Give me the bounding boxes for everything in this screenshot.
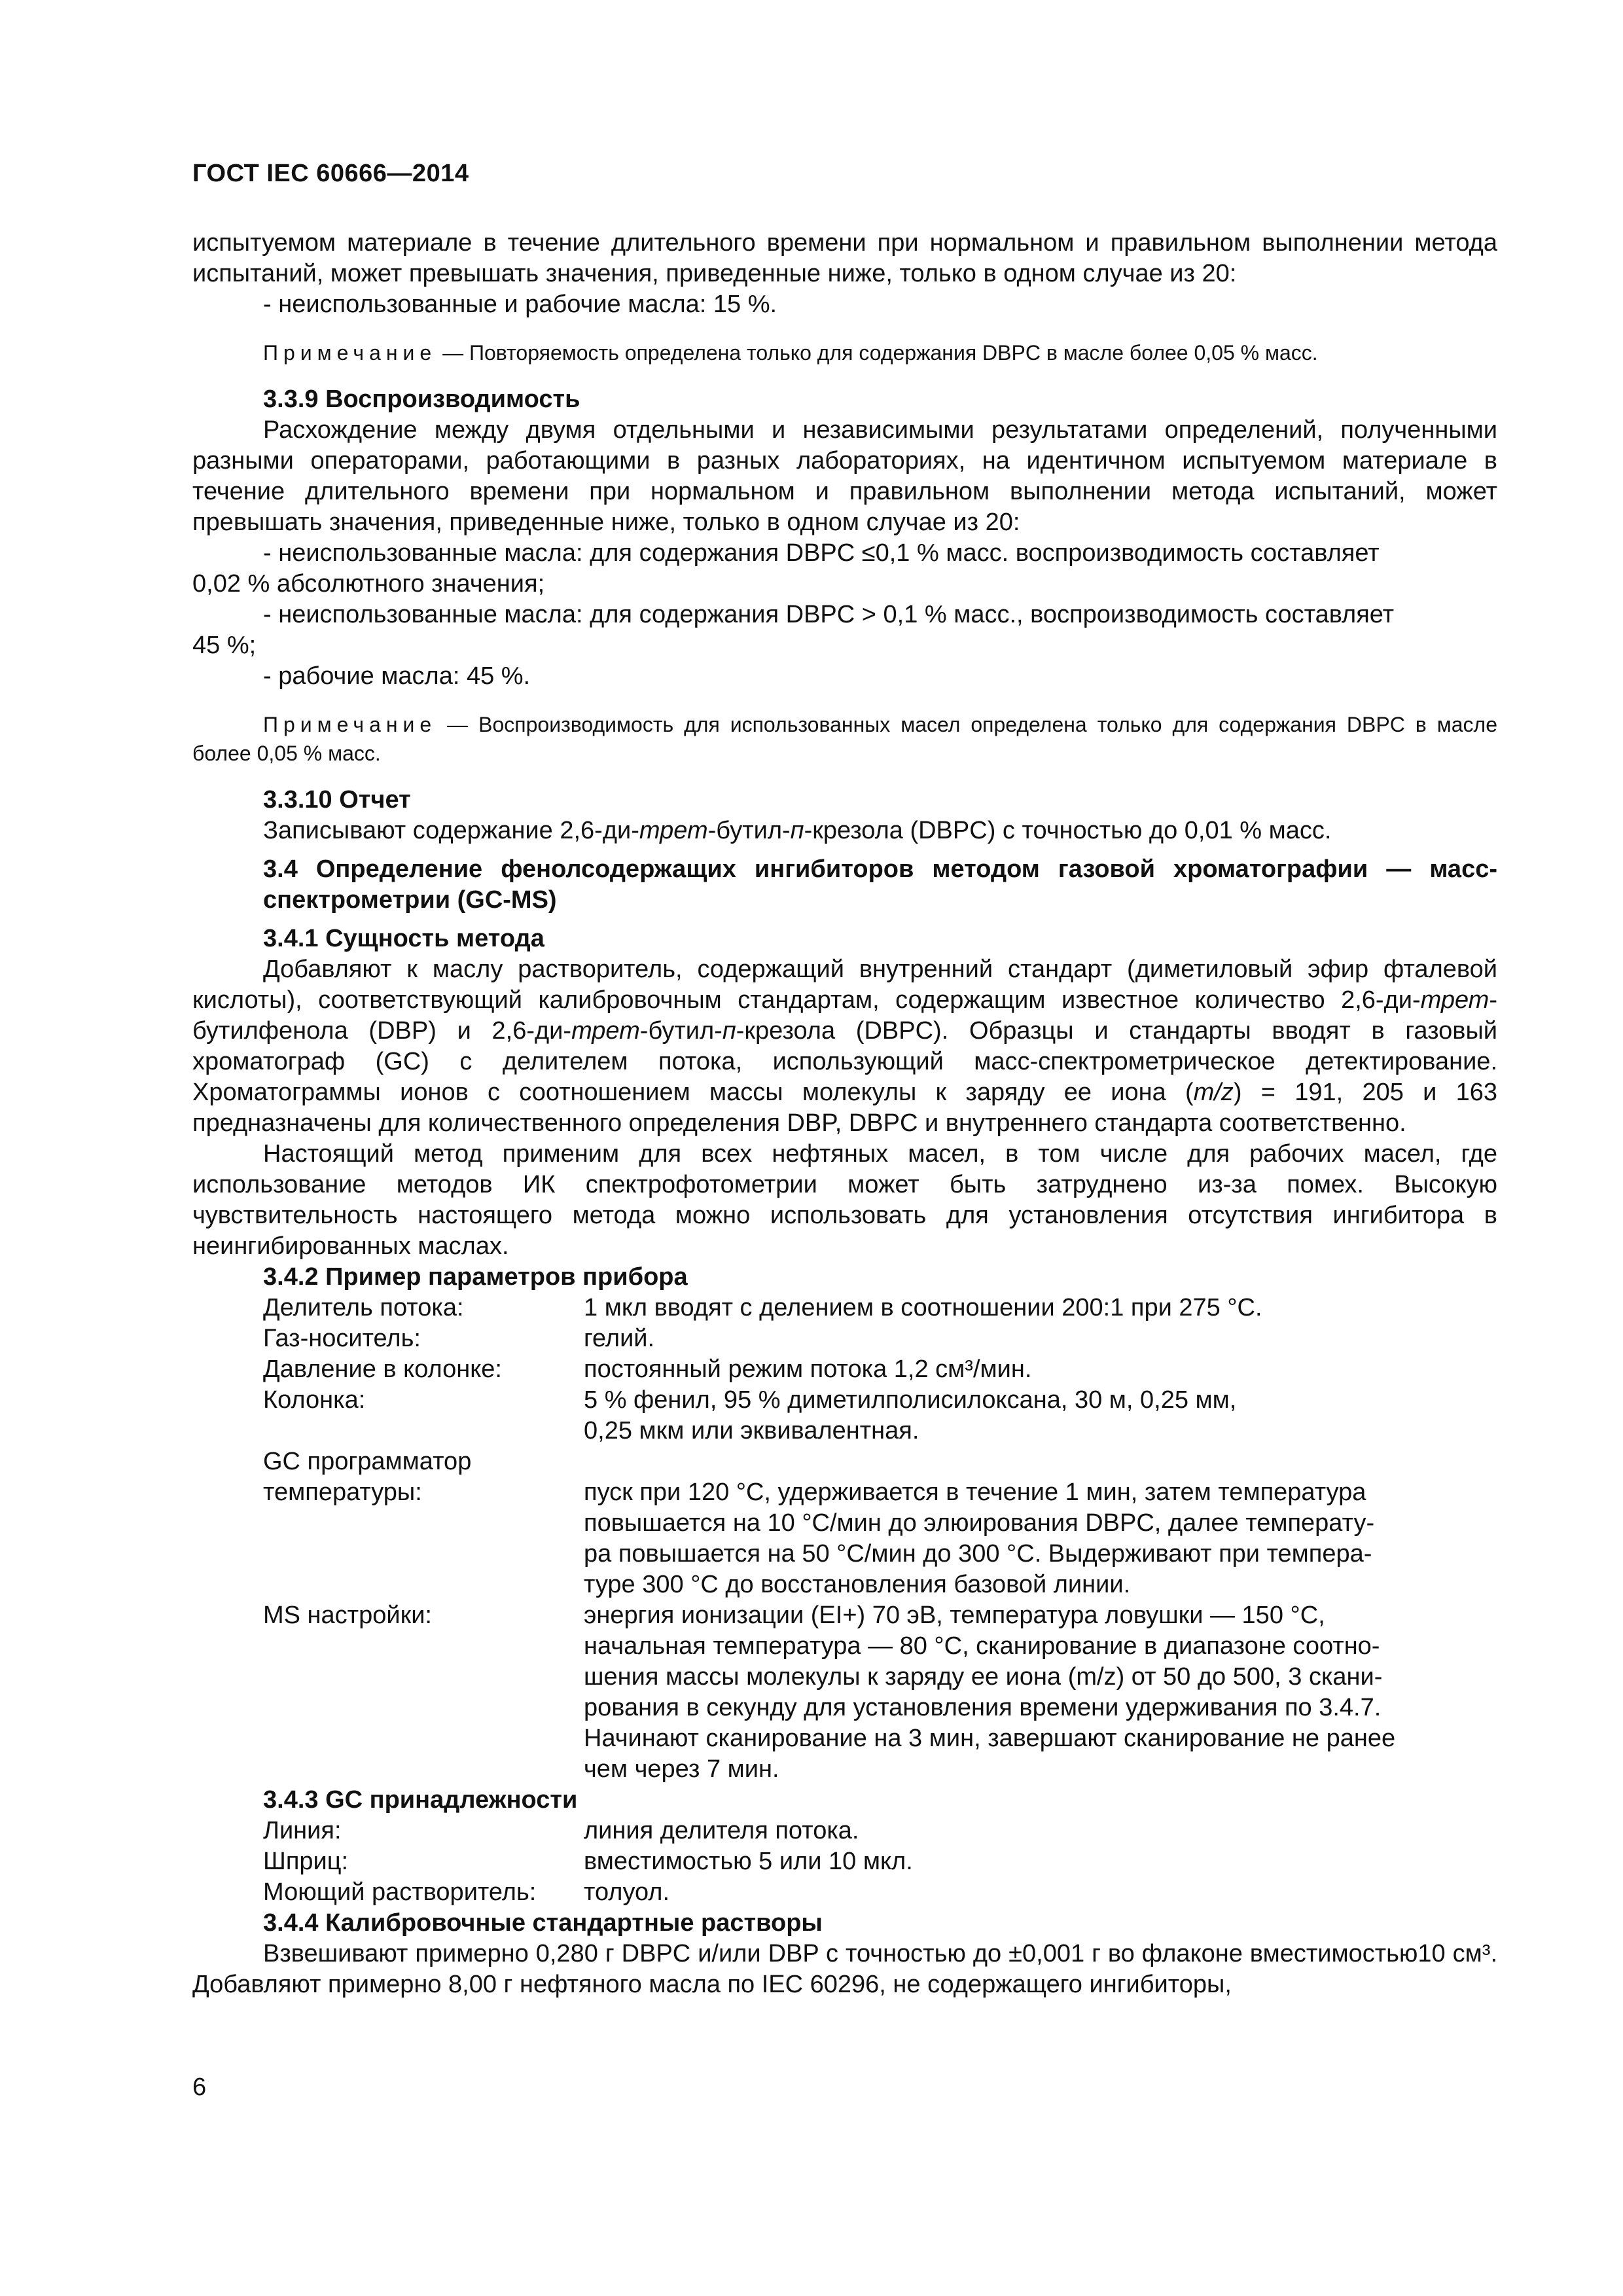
italic-run: трет: [1420, 986, 1489, 1014]
param-value: гелий.: [584, 1325, 655, 1352]
note-label: Примечание: [263, 713, 437, 736]
param-value: 1 мкл вводят с делением в соотношении 200:1 при 275 °С.: [584, 1294, 1262, 1321]
paragraph-reproducibility: Расхождение между двумя отдельными и независимыми результатами определений, полученными разными операторами, работающими в разных лабораториях, на идентичном испытуемом материале в течение длительного времени при нормальном и правильном выполнении метода испытаний, может превышать значения, приведенные ниже, только в одном случае из 20:: [192, 416, 1497, 536]
note-reproducibility: [192, 710, 1497, 768]
param-value: энергия ионизации (EI+) 70 эВ, температура ловушки — 150 °С, начальная температура — 80 °С, сканирование в диапазоне соотно- шения массы молекулы к заряду ее иона (m/z) от 50 до 500, 3 скани- рования в секунду для установления времени удерживания по 3.4.7. Начинают сканирование на 3 мин, завершают сканирование не ранее чем через 7 мин.: [584, 1602, 1396, 1783]
list-item: - неиспользованные масла: для содержания DBPC > 0,1 % масс., воспроизводимость составляет: [263, 601, 1395, 628]
param-label: Давление в колонке:: [263, 1355, 502, 1383]
param-label: MS настройки:: [263, 1602, 432, 1629]
italic-run: m/z: [1193, 1079, 1234, 1106]
italic-run: трет: [639, 817, 708, 844]
param-label: Колонка:: [263, 1386, 366, 1414]
gc-accessories-table: [192, 1816, 1497, 1908]
note-text: — Повторяемость определена только для содержания DBPC в масле более 0,05 % масс.: [437, 341, 1318, 365]
paragraph-method-essence: [192, 954, 1497, 1139]
text-run: ) = 191, 205 и 163 предназначены для количественного определения DBP, DBPC и внутреннего стандарта соответственно.: [192, 1079, 1497, 1137]
italic-run: трет: [571, 1017, 640, 1045]
text-run: -крезола (DBPC). Образцы и стандарты вводят в газовый хроматограф (GC) с делителем потока, использующий масс-спектрометрическое детектирование. Хроматограммы ионов с соотношением массы молекулы к заряду ее иона (: [192, 1017, 1497, 1106]
page-content: [192, 228, 1497, 2000]
param-label: Моющий растворитель:: [263, 1878, 537, 1906]
section-heading-3-3-10: 3.3.10 Отчет: [263, 786, 411, 814]
param-value: [584, 1446, 1421, 1477]
text-run: -бутил-: [639, 1017, 722, 1045]
param-value: толуол.: [584, 1878, 670, 1906]
italic-run: п: [722, 1017, 736, 1045]
paragraph-calibration: Взвешивают примерно 0,280 г DBPC и/или DBP с точностью до ±0,001 г во флаконе вместимостью10 см³. Добавляют примерно 8,00 г нефтяного масла по IEC 60296, не содержащего ингибиторы,: [192, 1940, 1497, 1998]
list-item-continuation: 45 %;: [192, 632, 257, 659]
param-value: пуск при 120 °С, удерживается в течение 1 мин, затем температура повышается на 10 °С/мин до элюирования DBPC, далее температу- ра повышается на 50 °С/мин до 300 °С. Выдерживают при темпера- туре 300 °С до восстановления базовой линии.: [584, 1479, 1375, 1598]
list-item-continuation: 0,02 % абсолютного значения;: [192, 570, 545, 598]
section-heading-3-3-9: 3.3.9 Воспроизводимость: [263, 386, 580, 413]
param-label: Газ-носитель:: [263, 1325, 421, 1352]
text-run: -бутил-: [707, 817, 791, 844]
section-heading-3-4: 3.4 Определение фенолсодержащих ингибиторов методом газовой хроматографии — масс-спектрометрии (GC-MS): [263, 855, 1497, 914]
param-value: постоянный режим потока 1,2 см³/мин.: [584, 1355, 1032, 1383]
list-item: - неиспользованные масла: для содержания DBPC ≤0,1 % масс. воспроизводимость составляет: [263, 539, 1380, 567]
param-label: Линия:: [263, 1817, 342, 1844]
page-number: 6: [192, 2073, 207, 2101]
page-header: ГОСТ IEC 60666—2014: [192, 160, 469, 187]
paragraph-method-applicability: Настоящий метод применим для всех нефтяных масел, в том числе для рабочих масел, где использование методов ИК спектрофотометрии может быть затруднено из-за помех. Высокую чувствительность настоящего метода можно использовать для установления отсутствия ингибитора в неингибированных маслах.: [192, 1140, 1497, 1260]
paragraph-intro: испытуемом материале в течение длительного времени при нормальном и правильном выполнении метода испытаний, может превышать значения, приведенные ниже, только в одном случае из 20:: [192, 229, 1497, 287]
list-item: - рабочие масла: 45 %.: [263, 662, 531, 690]
section-heading-3-4-3: 3.4.3 GC принадлежности: [263, 1786, 578, 1814]
list-item: - неиспользованные и рабочие масла: 15 %.: [263, 291, 777, 318]
text-run: Добавляют к маслу растворитель, содержащий внутренний стандарт (диметиловый эфир фталевой кислоты), соответствующий калибровочным стандартам, содержащим известное количество 2,6-ди-: [192, 956, 1497, 1014]
param-value: 5 % фенил, 95 % диметилполисилоксана, 30 м, 0,25 мм, 0,25 мкм или эквивалентная.: [584, 1386, 1237, 1444]
section-heading-3-4-4: 3.4.4 Калибровочные стандартные растворы: [263, 1909, 823, 1937]
section-heading-3-4-1: 3.4.1 Сущность метода: [263, 925, 544, 952]
note-text: — Воспроизводимость для использованных масел определена только для содержания DBPC в масле более 0,05 % масс.: [192, 713, 1497, 765]
text-run: Записывают содержание 2,6-ди-: [263, 817, 639, 844]
text-run: -бутилфенола (DBP) и 2,6-ди-: [192, 986, 1497, 1045]
param-value: линия делителя потока.: [584, 1817, 859, 1844]
text-run: -крезола (DBPC) с точностью до 0,01 % масс.: [804, 817, 1332, 844]
param-value: вместимостью 5 или 10 мкл.: [584, 1848, 913, 1875]
param-label: GC программатор: [263, 1448, 472, 1475]
param-label: Шприц:: [263, 1848, 349, 1875]
note-label: Примечание: [263, 341, 437, 365]
note-repeatability: [192, 338, 1497, 367]
param-label: Делитель потока:: [263, 1294, 464, 1321]
param-label: температуры:: [263, 1479, 422, 1506]
instrument-parameters-table: [192, 1293, 1497, 1785]
paragraph-report: [192, 816, 1497, 846]
italic-run: п: [790, 817, 804, 844]
section-heading-3-4-2: 3.4.2 Пример параметров прибора: [263, 1263, 688, 1291]
